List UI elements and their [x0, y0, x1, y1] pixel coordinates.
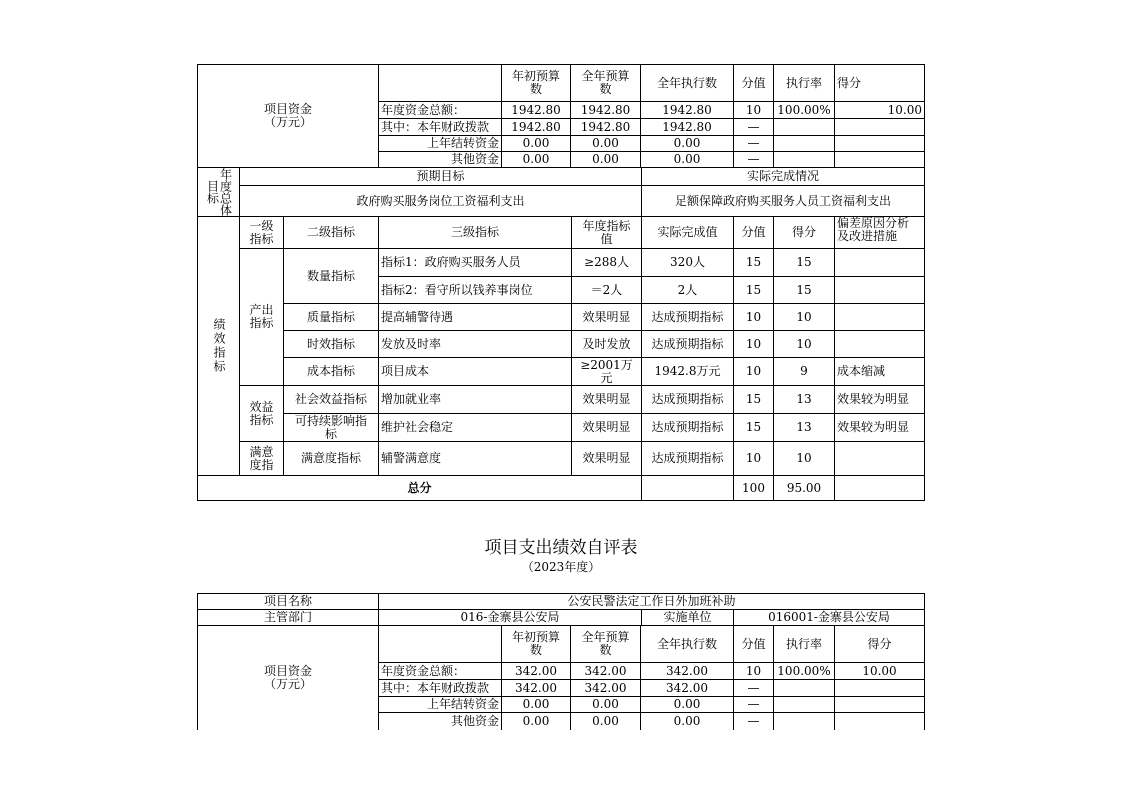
header-actual-value: 实际完成值	[641, 216, 734, 249]
funds-row-score	[834, 712, 925, 730]
funds-row-exec: 342.00	[640, 679, 734, 697]
funds-row-rate: 100.00%	[773, 101, 835, 119]
indicator-actual: 320人	[641, 248, 734, 277]
performance-side-label: 绩效指标	[197, 216, 240, 476]
indicator-actual: 达成预期指标	[641, 330, 734, 358]
header-annual-value: 年度指标 值	[571, 216, 642, 249]
indicator-name: 指标2：看守所以钱养事岗位	[378, 276, 572, 304]
funds-row-label: 其他资金	[378, 151, 502, 168]
indicator-score: 10	[773, 330, 835, 358]
indicator-actual: 达成预期指标	[641, 385, 734, 414]
indicator-value: 15	[733, 248, 774, 277]
col-annual-execution: 全年执行数	[640, 625, 734, 663]
col-initial-budget: 年初预算 数	[501, 64, 571, 102]
indicator-score: 13	[773, 385, 835, 414]
funds-row-full: 342.00	[570, 679, 641, 697]
indicator-reason	[834, 303, 925, 331]
indicator-reason: 成本缩减	[834, 357, 925, 386]
implementing-unit-label: 实施单位	[641, 609, 734, 626]
level2-social-benefit: 社会效益指标	[283, 385, 379, 414]
funds-label: 项目资金 （万元）	[197, 625, 379, 730]
indicator-value: 10	[733, 330, 774, 358]
indicator-reason	[834, 441, 925, 476]
level1-output: 产出 指标	[239, 248, 284, 386]
indicator-reason	[834, 276, 925, 304]
level2-timeliness: 时效指标	[283, 330, 379, 358]
supervising-dept: 016-金寨县公安局	[378, 609, 642, 626]
funds-header-blank	[378, 64, 502, 102]
level2-quantity: 数量指标	[283, 248, 379, 304]
indicator-name: 维护社会稳定	[378, 413, 572, 442]
funds-row-full: 0.00	[570, 151, 641, 168]
funds-row-rate	[773, 118, 835, 136]
funds-row-initial: 0.00	[501, 712, 571, 730]
funds-row-initial: 0.00	[501, 151, 571, 168]
funds-row-score: 10.00	[834, 662, 925, 680]
funds-row-initial: 0.00	[501, 135, 571, 152]
level1-satisfaction: 满意 度指	[239, 441, 284, 476]
header-level3: 三级指标	[378, 216, 572, 249]
indicator-name: 辅警满意度	[378, 441, 572, 476]
col-execution-rate: 执行率	[773, 625, 835, 663]
funds-row-rate	[773, 135, 835, 152]
indicator-target: 效果明显	[571, 385, 642, 414]
funds-row-exec: 0.00	[640, 712, 734, 730]
funds-row-score: 10.00	[834, 101, 925, 119]
header-level2: 二级指标	[283, 216, 379, 249]
indicator-target: ＝2人	[571, 276, 642, 304]
funds-row-initial: 0.00	[501, 696, 571, 713]
funds-row-initial: 1942.80	[501, 118, 571, 136]
expected-goal-header: 预期目标	[239, 167, 642, 186]
indicator-reason	[834, 248, 925, 277]
funds-row-full: 1942.80	[570, 118, 641, 136]
indicator-name: 发放及时率	[378, 330, 572, 358]
funds-row-initial: 342.00	[501, 679, 571, 697]
header-level1: 一级 指标	[239, 216, 284, 249]
indicator-score: 15	[773, 248, 835, 277]
header-value: 分值	[733, 216, 774, 249]
indicator-value: 10	[733, 441, 774, 476]
funds-row-score	[834, 118, 925, 136]
funds-row-exec: 1942.80	[640, 118, 734, 136]
funds-row-rate	[773, 151, 835, 168]
indicator-actual: 达成预期指标	[641, 413, 734, 442]
indicator-reason: 效果较为明显	[834, 385, 925, 414]
funds-row-label: 其他资金	[378, 712, 502, 730]
funds-row-full: 342.00	[570, 662, 641, 680]
total-reason-blank	[834, 475, 925, 501]
funds-row-value: —	[733, 712, 774, 730]
funds-row-rate: 100.00%	[773, 662, 835, 680]
funds-row-exec: 0.00	[640, 151, 734, 168]
funds-row-label: 上年结转资金	[378, 696, 502, 713]
indicator-target: 效果明显	[571, 303, 642, 331]
indicator-target: 及时发放	[571, 330, 642, 358]
indicator-reason: 效果较为明显	[834, 413, 925, 442]
indicator-name: 项目成本	[378, 357, 572, 386]
indicator-value: 15	[733, 276, 774, 304]
indicator-name: 提高辅警待遇	[378, 303, 572, 331]
indicator-name: 指标1：政府购买服务人员	[378, 248, 572, 277]
total-blank	[641, 475, 734, 501]
header-deviation-reason: 偏差原因分析 及改进措施	[834, 216, 925, 249]
indicator-value: 15	[733, 413, 774, 442]
indicator-score: 13	[773, 413, 835, 442]
level2-cost: 成本指标	[283, 357, 379, 386]
level2-sustainable-impact: 可持续影响指 标	[283, 413, 379, 442]
col-annual-execution: 全年执行数	[640, 64, 734, 102]
actual-completion-text: 足额保障政府购买服务人员工资福利支出	[641, 185, 925, 217]
funds-row-rate	[773, 712, 835, 730]
funds-row-score	[834, 679, 925, 697]
funds-row-initial: 1942.80	[501, 101, 571, 119]
col-initial-budget: 年初预算 数	[501, 625, 571, 663]
funds-row-label: 其中：本年财政拨款	[378, 118, 502, 136]
indicator-name: 增加就业率	[378, 385, 572, 414]
indicator-score: 9	[773, 357, 835, 386]
indicator-value: 15	[733, 385, 774, 414]
col-full-budget: 全年预算 数	[570, 64, 641, 102]
level2-quality: 质量指标	[283, 303, 379, 331]
funds-row-full: 0.00	[570, 696, 641, 713]
funds-header-blank	[378, 625, 502, 663]
funds-row-initial: 342.00	[501, 662, 571, 680]
header-score: 得分	[773, 216, 835, 249]
indicator-score: 10	[773, 303, 835, 331]
funds-row-value: —	[733, 696, 774, 713]
funds-row-label: 上年结转资金	[378, 135, 502, 152]
implementing-unit: 016001-金寨县公安局	[733, 609, 925, 626]
indicator-reason	[834, 330, 925, 358]
indicator-actual: 2人	[641, 276, 734, 304]
funds-row-label: 年度资金总额：	[378, 101, 502, 119]
funds-row-score	[834, 135, 925, 152]
funds-row-full: 1942.80	[570, 101, 641, 119]
funds-row-exec: 0.00	[640, 696, 734, 713]
indicator-score: 15	[773, 276, 835, 304]
funds-row-value: 10	[733, 662, 774, 680]
funds-row-exec: 342.00	[640, 662, 734, 680]
indicator-target: 效果明显	[571, 441, 642, 476]
supervising-dept-label: 主管部门	[197, 609, 379, 626]
funds-row-rate	[773, 696, 835, 713]
col-full-budget: 全年预算 数	[570, 625, 641, 663]
indicator-target: ≥288人	[571, 248, 642, 277]
actual-completion-header: 实际完成情况	[641, 167, 925, 186]
indicator-target: ≥2001万 元	[571, 357, 642, 386]
indicator-actual: 1942.8万元	[641, 357, 734, 386]
funds-row-value: —	[733, 135, 774, 152]
total-value: 100	[733, 475, 774, 501]
project-name-label: 项目名称	[197, 593, 379, 610]
funds-row-full: 0.00	[570, 712, 641, 730]
col-execution-rate: 执行率	[773, 64, 835, 102]
total-score: 95.00	[773, 475, 835, 501]
level1-benefit: 效益 指标	[239, 385, 284, 442]
indicator-target: 效果明显	[571, 413, 642, 442]
funds-row-value: —	[733, 118, 774, 136]
funds-row-value: —	[733, 151, 774, 168]
page-title: 项目支出绩效自评表	[484, 538, 638, 558]
project-name: 公安民警法定工作日外加班补助	[378, 593, 925, 610]
indicator-actual: 达成预期指标	[641, 441, 734, 476]
total-label: 总分	[197, 475, 642, 501]
funds-row-label: 其中：本年财政拨款	[378, 679, 502, 697]
indicator-value: 10	[733, 303, 774, 331]
level2-satisfaction: 满意度指标	[283, 441, 379, 476]
funds-row-value: 10	[733, 101, 774, 119]
funds-row-value: —	[733, 679, 774, 697]
funds-row-full: 0.00	[570, 135, 641, 152]
funds-row-exec: 1942.80	[640, 101, 734, 119]
page-year: （2023年度）	[521, 560, 601, 574]
funds-row-score	[834, 696, 925, 713]
indicator-actual: 达成预期指标	[641, 303, 734, 331]
col-score: 得分	[834, 625, 925, 663]
annual-goal-side-label: 年度总体目标	[197, 167, 240, 217]
col-score-value: 分值	[733, 64, 774, 102]
expected-goal-text: 政府购买服务岗位工资福利支出	[239, 185, 642, 217]
funds-row-exec: 0.00	[640, 135, 734, 152]
funds-row-rate	[773, 679, 835, 697]
funds-row-score	[834, 151, 925, 168]
indicator-value: 10	[733, 357, 774, 386]
col-score: 得分	[834, 64, 925, 102]
indicator-score: 10	[773, 441, 835, 476]
col-score-value: 分值	[733, 625, 774, 663]
funds-row-label: 年度资金总额：	[378, 662, 502, 680]
funds-label: 项目资金 （万元）	[197, 64, 379, 168]
